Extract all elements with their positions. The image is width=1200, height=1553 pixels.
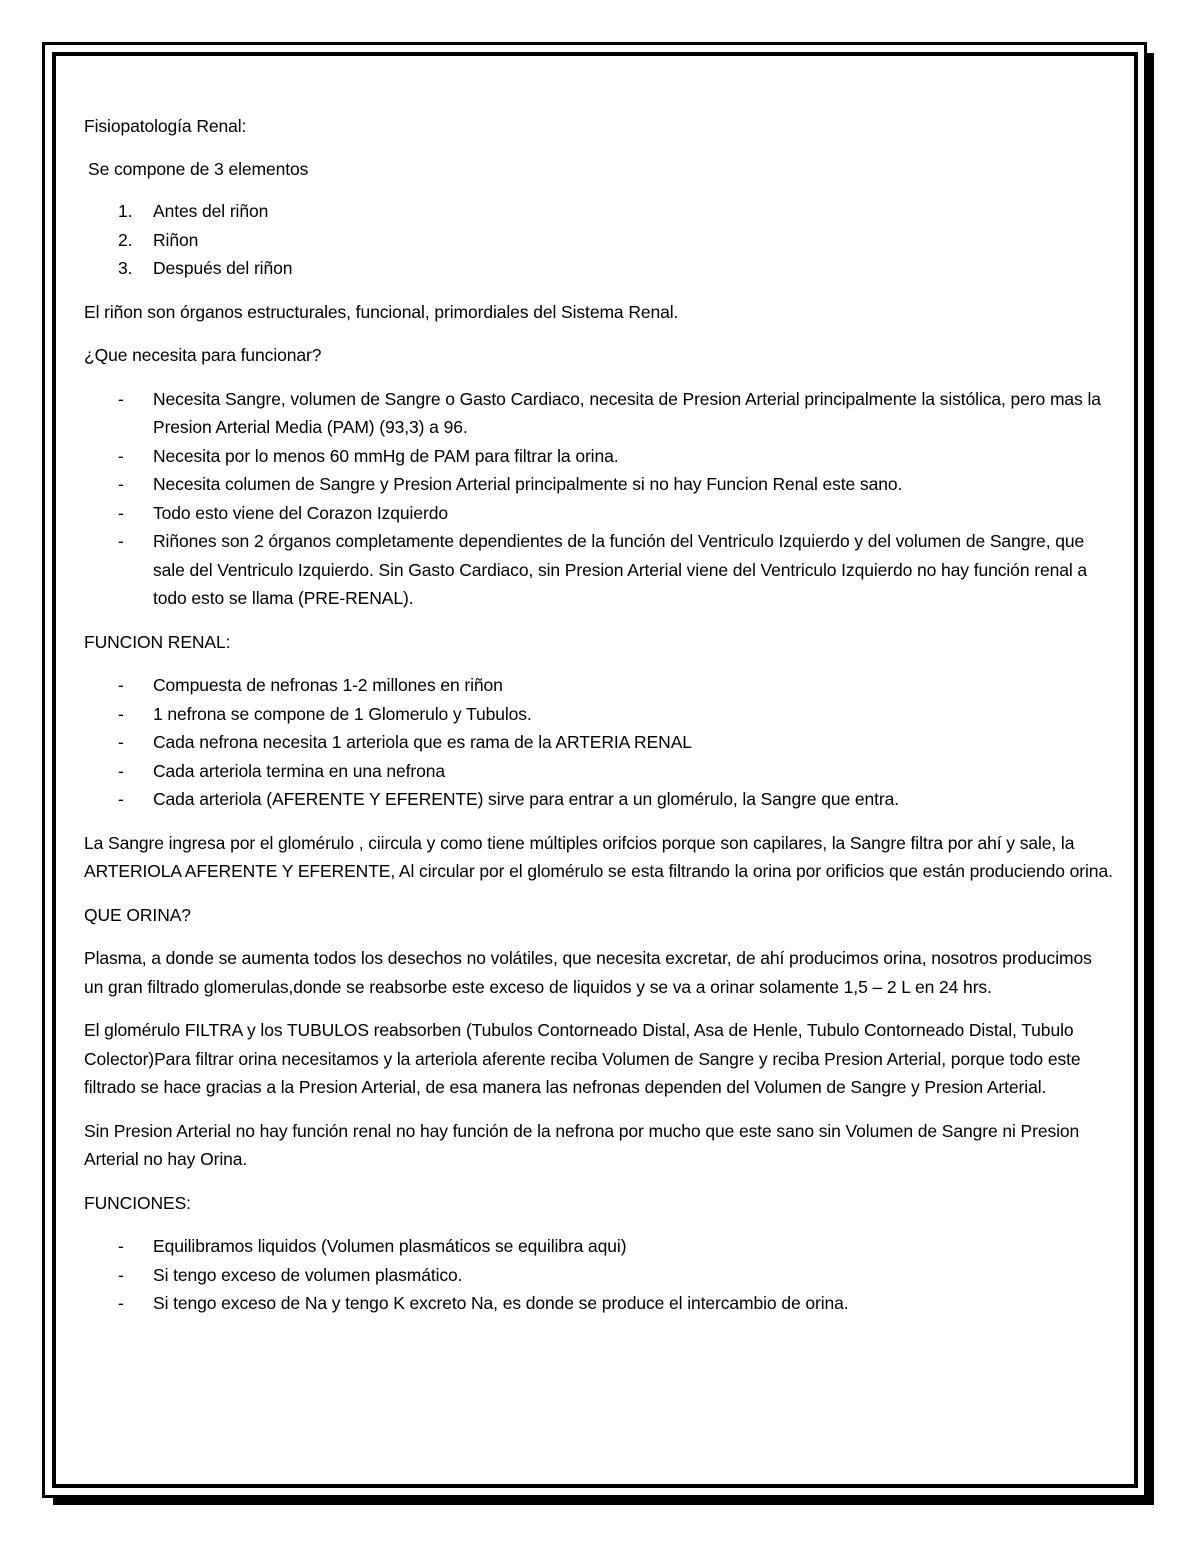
list-item-text: Riñon	[153, 229, 199, 250]
list-number: 1.	[118, 201, 133, 221]
list-item-text: Necesita por lo menos 60 mmHg de PAM para filtrar la orina.	[153, 445, 619, 466]
urine-question: QUE ORINA?	[84, 904, 191, 925]
blood-flow-paragraph: La Sangre ingresa por el glomérulo , ciircula y como tiene múltiples orifcios porque son capilares, la Sangre filtra por ahí y sale, la ARTERIOLA AFERENTE Y EFERENTE, Al circular por el glomérulo se esta filtrando la orina por orificios que están produciendo orina.	[84, 832, 1113, 881]
list-item	[84, 700, 1114, 729]
dash-bullet: -	[118, 675, 124, 695]
dash-bullet: -	[118, 531, 124, 551]
dash-bullet: -	[118, 502, 124, 523]
list-item-text: Equilibramos liquidos (Volumen plasmáticos se equilibra aqui)	[153, 1236, 627, 1256]
dash-bullet: -	[118, 445, 124, 466]
renal-function-heading: FUNCION RENAL:	[84, 631, 231, 652]
plasma-paragraph: Plasma, a donde se aumenta todos los desechos no volátiles, que necesita excretar, de ahí producimos orina, nosotros producimos un gran filtrado glomerulas,donde se reabsorbe este exceso de liquidos y se va a orinar solamente 1,5 – 2 L en 24 hrs.	[84, 948, 1092, 997]
list-item	[84, 499, 1114, 528]
dash-bullet: -	[118, 474, 124, 494]
list-item-text: Compuesta de nefronas 1-2 millones en riñon	[153, 675, 503, 695]
functions-heading: FUNCIONES:	[84, 1192, 191, 1213]
list-item-text: Riñones son 2 órganos completamente dependientes de la función del Ventriculo Izquierdo y del volumen de Sangre, que sale del Ventriculo Izquierdo. Sin Gasto Cardiaco, sin Presion Arterial viene del Ventriculo Izquierdo no hay función renal a todo esto se llama (PRE-RENAL).	[153, 531, 1088, 608]
needs-list	[84, 385, 1114, 613]
document-body	[84, 112, 1114, 1333]
renal-function-list	[84, 671, 1114, 814]
list-item	[84, 785, 1114, 814]
function-question: ¿Que necesita para funcionar?	[84, 345, 322, 365]
dash-bullet: -	[118, 1236, 124, 1256]
list-item-text: Cada nefrona necesita 1 arteriola que es rama de la ARTERIA RENAL	[153, 732, 692, 752]
list-item-text: Si tengo exceso de Na y tengo K excreto Na, es donde se produce el intercambio de orina.	[153, 1293, 849, 1313]
kidney-statement: El riñon son órganos estructurales, funcional, primordiales del Sistema Renal.	[84, 301, 679, 322]
list-item	[84, 1289, 1114, 1318]
list-item	[84, 226, 1114, 255]
list-item-text: 1 nefrona se compone de 1 Glomerulo y Tubulos.	[153, 703, 532, 724]
dash-bullet: -	[118, 388, 124, 409]
dash-bullet: -	[118, 1264, 124, 1285]
list-item	[84, 470, 1114, 499]
glomerulus-paragraph: El glomérulo FILTRA y los TUBULOS reabsorben (Tubulos Contorneado Distal, Asa de Henle, Tubulo Contorneado Distal, Tubulo Colector)Para filtrar orina necesitamos y la arteriola aferente reciba Volumen de Sangre y reciba Presion Arterial, porque todo este filtrado se hace gracias a la Presion Arterial, de esa manera las nefronas dependen del Volumen de Sangre y Presion Arterial.	[84, 1020, 1081, 1097]
list-item	[84, 1261, 1114, 1290]
list-item	[84, 197, 1114, 226]
list-item	[84, 728, 1114, 757]
list-number: 2.	[118, 229, 133, 250]
list-item-text: Cada arteriola termina en una nefrona	[153, 760, 446, 781]
list-number: 3.	[118, 258, 133, 278]
list-item-text: Cada arteriola (AFERENTE Y EFERENTE) sirve para entrar a un glomérulo, la Sangre que entra.	[153, 789, 900, 809]
list-item	[84, 527, 1114, 613]
list-item-text: Si tengo exceso de volumen plasmático.	[153, 1264, 463, 1285]
list-item	[84, 442, 1114, 471]
list-item	[84, 671, 1114, 700]
functions-list	[84, 1232, 1114, 1318]
list-item	[84, 254, 1114, 283]
list-item	[84, 385, 1114, 442]
list-item-text: Necesita Sangre, volumen de Sangre o Gasto Cardiaco, necesita de Presion Arterial principalmente la sistólica, pero mas la Presion Arterial Media (PAM) (93,3) a 96.	[153, 388, 1101, 437]
list-item	[84, 1232, 1114, 1261]
intro-text: Se compone de 3 elementos	[88, 158, 309, 179]
dash-bullet: -	[118, 732, 124, 752]
dash-bullet: -	[118, 760, 124, 781]
dash-bullet: -	[118, 1293, 124, 1313]
pressure-paragraph: Sin Presion Arterial no hay función renal no hay función de la nefrona por mucho que este sano sin Volumen de Sangre ni Presion Arterial no hay Orina.	[84, 1120, 1080, 1169]
list-item-text: Después del riñon	[153, 258, 293, 278]
document-heading: Fisiopatología Renal:	[84, 116, 247, 136]
dash-bullet: -	[118, 703, 124, 724]
dash-bullet: -	[118, 789, 124, 809]
list-item-text: Necesita columen de Sangre y Presion Arterial principalmente si no hay Funcion Renal este sano.	[153, 474, 903, 494]
list-item-text: Antes del riñon	[153, 201, 269, 221]
elements-list	[84, 197, 1114, 283]
list-item	[84, 757, 1114, 786]
list-item-text: Todo esto viene del Corazon Izquierdo	[153, 502, 448, 523]
